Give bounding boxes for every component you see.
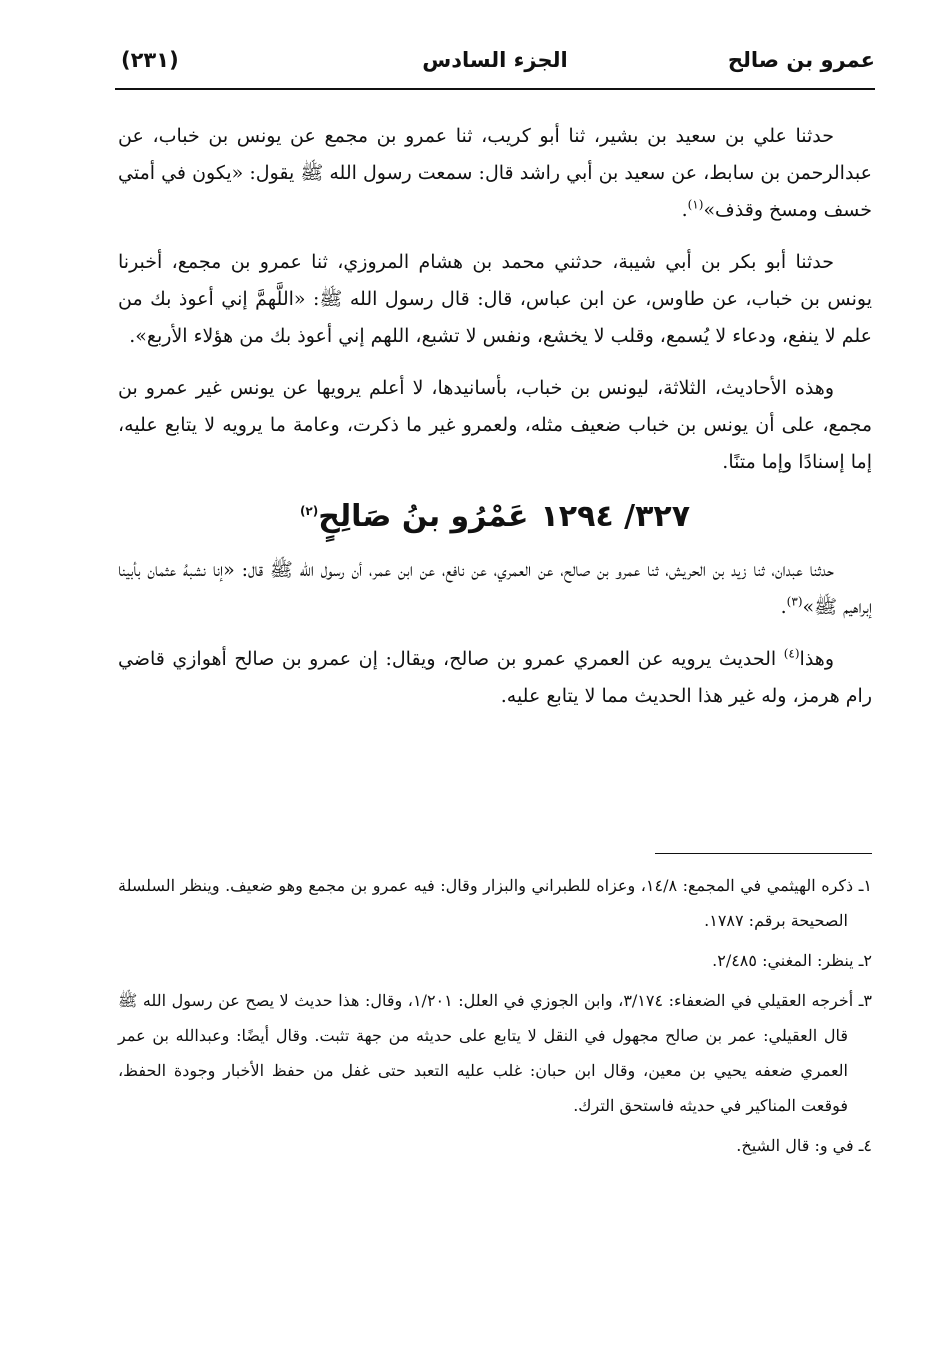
chapter-title: عمرو بن صالح xyxy=(727,48,875,72)
footnote-ref-4: (٤) xyxy=(783,646,800,661)
paragraph-4-end: . xyxy=(780,596,787,618)
main-text xyxy=(118,118,872,730)
footnote-ref-2: (٢) xyxy=(299,504,319,518)
footnote-4: ٤ـ في و: قال الشيخ. xyxy=(736,1136,872,1155)
volume-title: الجزء السادس xyxy=(422,48,568,72)
entry-number: ٣٢٧/ ١٢٩٤ xyxy=(540,499,691,534)
entry-name: عَمْرُو بنُ صَالِحٍ xyxy=(318,499,529,534)
paragraph-1-text: حدثنا علي بن سعيد بن بشير، ثنا أبو كريب، ثنا عمرو بن مجمع عن يونس بن خباب، عن عبدالرحمن بن سابط، عن سعيد بن أبي راشد قال: سمعت رسول الله ﷺ يقول: «يكون في أمتي خسف ومسخ وقذف» xyxy=(118,125,872,221)
footnote-2: ٢ـ ينظر: المغني: ٢/٤٨٥. xyxy=(712,951,872,970)
paragraph-1-end: . xyxy=(681,199,688,221)
footnote-3: ٣ـ أخرجه العقيلي في الضعفاء: ٣/١٧٤، وابن الجوزي في العلل: ١/٢٠١، وقال: هذا حديث لا يصح عن رسول الله ﷺ قال العقيلي: عمر بن صالح مجهول في النقل لا يتابع على حديثه من جهة تثبت. وقال أيضًا: وعبدالله بن عمر العمري ضعفه يحيي بن معين، وقال ابن حبان: غلب عليه التعبد حتى غفل من حفظ الأخبار وجودة الحفظ، فوقعت المناكير في حديثه فاستحق الترك. xyxy=(118,991,872,1115)
entry-heading xyxy=(118,492,872,542)
footnote-ref-3: (٣) xyxy=(786,594,803,609)
footnote-ref-1: (١) xyxy=(687,197,704,212)
footnote-1: ١ـ ذكره الهيثمي في المجمع: ١٤/٨، وعزاه للطبراني والبزار وقال: فيه عمرو بن مجمع وهو ضعيف. وينظر السلسلة الصحيحة برقم: ١٧٨٧. xyxy=(118,876,873,930)
paragraph-2: حدثنا أبو بكر بن أبي شيبة، حدثني محمد بن هشام المروزي، ثنا عمرو بن مجمع، أخبرنا يونس بن خباب، عن طاوس، عن ابن عباس، قال: قال رسول الله ﷺ: «اللَّهمَّ إني أعوذ بك من علم لا ينفع، ودعاء لا يُسمع، وقلب لا يخشع، ونفس لا تشبع، اللهم إني أعوذ بك من هؤلاء الأربع». xyxy=(118,251,872,347)
paragraph-5-start: وهذا xyxy=(799,648,834,670)
page-header xyxy=(115,40,875,88)
paragraph-5-text: الحديث يرويه عن العمري عمرو بن صالح، ويقال: إن عمرو بن صالح أهوازي قاضي رام هرمز، وله غير هذا الحديث مما لا يتابع عليه. xyxy=(118,648,872,707)
paragraph-4-text: حدثنا عبدان، ثنا زيد بن الحريش، ثنا عمرو بن صالح، عن العمري، عن نافع، عن ابن عمر، أن رسول الله ﷺ قال: «إنا نشبهُ عثمان بأبينا إبراهيم ﷺ» xyxy=(118,559,872,618)
paragraph-4 xyxy=(118,552,872,626)
paragraph-5 xyxy=(118,641,872,715)
page-number: (٢٣١) xyxy=(121,48,179,72)
paragraph-1 xyxy=(118,118,872,229)
header-divider xyxy=(115,88,875,90)
paragraph-3: وهذه الأحاديث، الثلاثة، ليونس بن خباب، بأسانيدها، لا أعلم يرويها عن يونس غير عمرو بن مجمع، على أن يونس بن خباب ضعيف مثله، ولعمرو غير ما ذكرت، وعامة ما يرويه لا يتابع عليه، إما إسنادًا وإما متنًا. xyxy=(118,377,872,473)
footnote-divider xyxy=(655,853,872,854)
footnotes xyxy=(118,868,872,1168)
